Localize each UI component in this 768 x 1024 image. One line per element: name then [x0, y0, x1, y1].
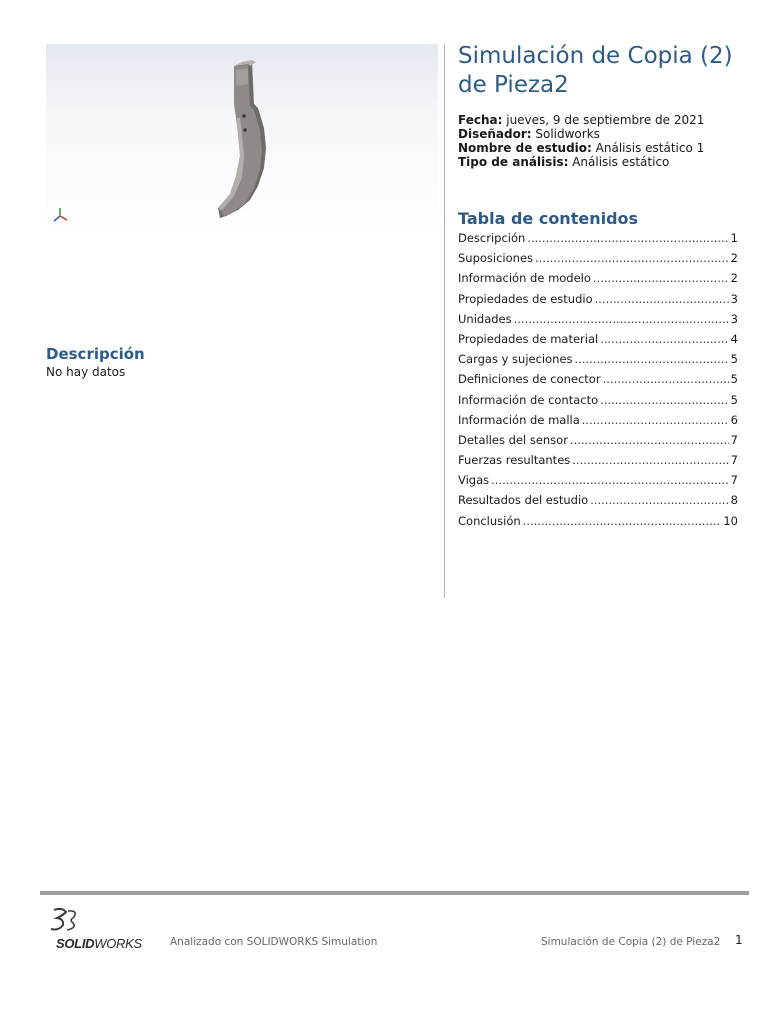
meta-value: Solidworks — [535, 127, 600, 141]
toc-item[interactable] — [458, 291, 738, 311]
triad-axes-icon — [54, 208, 67, 221]
toc-item[interactable] — [458, 230, 738, 250]
toc-leader-dots — [523, 513, 722, 529]
table-of-contents — [458, 230, 738, 533]
toc-item-page[interactable]: 1 — [730, 231, 738, 245]
meta-value: Análisis estático — [572, 155, 670, 169]
toc-leader-dots — [491, 472, 729, 488]
toc-item-page[interactable]: 10 — [723, 513, 738, 528]
toc-leader-dots — [600, 392, 729, 408]
toc-item-label[interactable]: Descripción — [458, 231, 526, 245]
meta-label: Fecha: — [458, 113, 503, 127]
toc-item-label[interactable]: Información de malla — [458, 412, 580, 427]
toc-leader-dots — [595, 291, 729, 307]
footer-analyzed-with: Analizado con SOLIDWORKS Simulation — [170, 936, 378, 948]
footer-document-name: Simulación de Copia (2) de Pieza2 — [541, 936, 721, 948]
meta-label: Nombre de estudio: — [458, 141, 592, 155]
toc-leader-dots — [527, 230, 728, 246]
toc-item[interactable] — [458, 412, 738, 432]
toc-item[interactable] — [458, 311, 738, 331]
wordmark-bold: SOLID — [56, 936, 95, 951]
toc-item-page[interactable]: 8 — [730, 493, 738, 508]
toc-item[interactable] — [458, 472, 738, 492]
toc-item-page[interactable]: 7 — [730, 453, 738, 468]
meta-value: jueves, 9 de septiembre de 2021 — [506, 113, 705, 127]
toc-item[interactable] — [458, 270, 738, 290]
page-number: 1 — [735, 933, 743, 947]
part-render — [46, 44, 438, 234]
meta-value: Análisis estático 1 — [595, 141, 705, 155]
part-clip — [236, 68, 248, 86]
toc-leader-dots — [582, 412, 729, 428]
toc-item-label[interactable]: Propiedades de estudio — [458, 291, 593, 306]
toc-item-page[interactable]: 4 — [730, 331, 738, 346]
meta-row-fecha — [458, 113, 758, 127]
toc-item[interactable] — [458, 513, 738, 533]
toc-item[interactable] — [458, 452, 738, 472]
toc-item-label[interactable]: Información de contacto — [458, 392, 599, 407]
toc-item-label[interactable]: Detalles del sensor — [458, 432, 568, 447]
toc-leader-dots — [572, 452, 728, 468]
footer-rule — [40, 891, 749, 895]
toc-item-label[interactable]: Fuerzas resultantes — [458, 453, 571, 468]
toc-title: Tabla de contenidos — [458, 209, 639, 228]
toc-item[interactable] — [458, 250, 738, 270]
toc-item-page[interactable]: 5 — [730, 352, 738, 367]
toc-item-page[interactable]: 6 — [730, 412, 738, 427]
toc-item-label[interactable]: Propiedades de material — [458, 331, 599, 346]
toc-item-page[interactable]: 2 — [730, 271, 738, 286]
toc-leader-dots — [514, 311, 729, 327]
toc-item[interactable] — [458, 371, 738, 391]
toc-item-page[interactable]: 3 — [730, 291, 738, 306]
toc-item[interactable] — [458, 492, 738, 512]
toc-item-page[interactable]: 2 — [730, 251, 738, 266]
meta-row-nombre-estudio — [458, 141, 758, 155]
toc-leader-dots — [600, 331, 728, 347]
toc-item-page[interactable]: 7 — [730, 473, 738, 488]
toc-item-label[interactable]: Conclusión — [458, 513, 521, 528]
toc-item-label[interactable]: Unidades — [458, 311, 512, 326]
toc-leader-dots — [603, 371, 729, 387]
toc-item[interactable] — [458, 351, 738, 371]
solidworks-logo — [46, 906, 156, 952]
toc-item-page[interactable]: 3 — [730, 311, 738, 326]
part-hole-1 — [242, 114, 246, 118]
toc-leader-dots — [575, 351, 729, 367]
toc-leader-dots — [590, 492, 728, 508]
meta-row-tipo-analisis — [458, 155, 758, 169]
toc-item[interactable] — [458, 392, 738, 412]
wordmark-light: WORKS — [94, 936, 142, 951]
toc-leader-dots — [570, 432, 729, 448]
toc-item-label[interactable]: Información de modelo — [458, 271, 591, 286]
model-view-image — [46, 44, 438, 234]
solidworks-3ds-logo-icon — [48, 906, 88, 936]
toc-item[interactable] — [458, 432, 738, 452]
meta-label: Tipo de análisis: — [458, 155, 569, 169]
description-text: No hay datos — [46, 365, 126, 379]
toc-item-page[interactable]: 5 — [730, 372, 738, 387]
toc-item[interactable] — [458, 331, 738, 351]
toc-item-label[interactable]: Definiciones de conector — [458, 372, 601, 387]
toc-item-label[interactable]: Suposiciones — [458, 251, 534, 266]
part-hole-2 — [243, 128, 247, 132]
solidworks-wordmark — [56, 936, 142, 951]
toc-item-page[interactable]: 7 — [730, 432, 738, 447]
column-divider — [444, 44, 445, 598]
toc-item-page[interactable]: 5 — [730, 392, 738, 407]
document-title: Simulación de Copia (2) de Pieza2 — [458, 43, 733, 98]
toc-item-label[interactable]: Resultados del estudio — [458, 493, 589, 508]
study-meta — [458, 113, 758, 169]
meta-label: Diseñador: — [458, 127, 532, 141]
meta-row-disenador — [458, 127, 758, 141]
toc-item-label[interactable]: Vigas — [458, 473, 490, 488]
description-heading: Descripción — [46, 345, 145, 363]
toc-leader-dots — [535, 250, 729, 266]
toc-item-label[interactable]: Cargas y sujeciones — [458, 352, 573, 367]
toc-leader-dots — [593, 270, 729, 286]
